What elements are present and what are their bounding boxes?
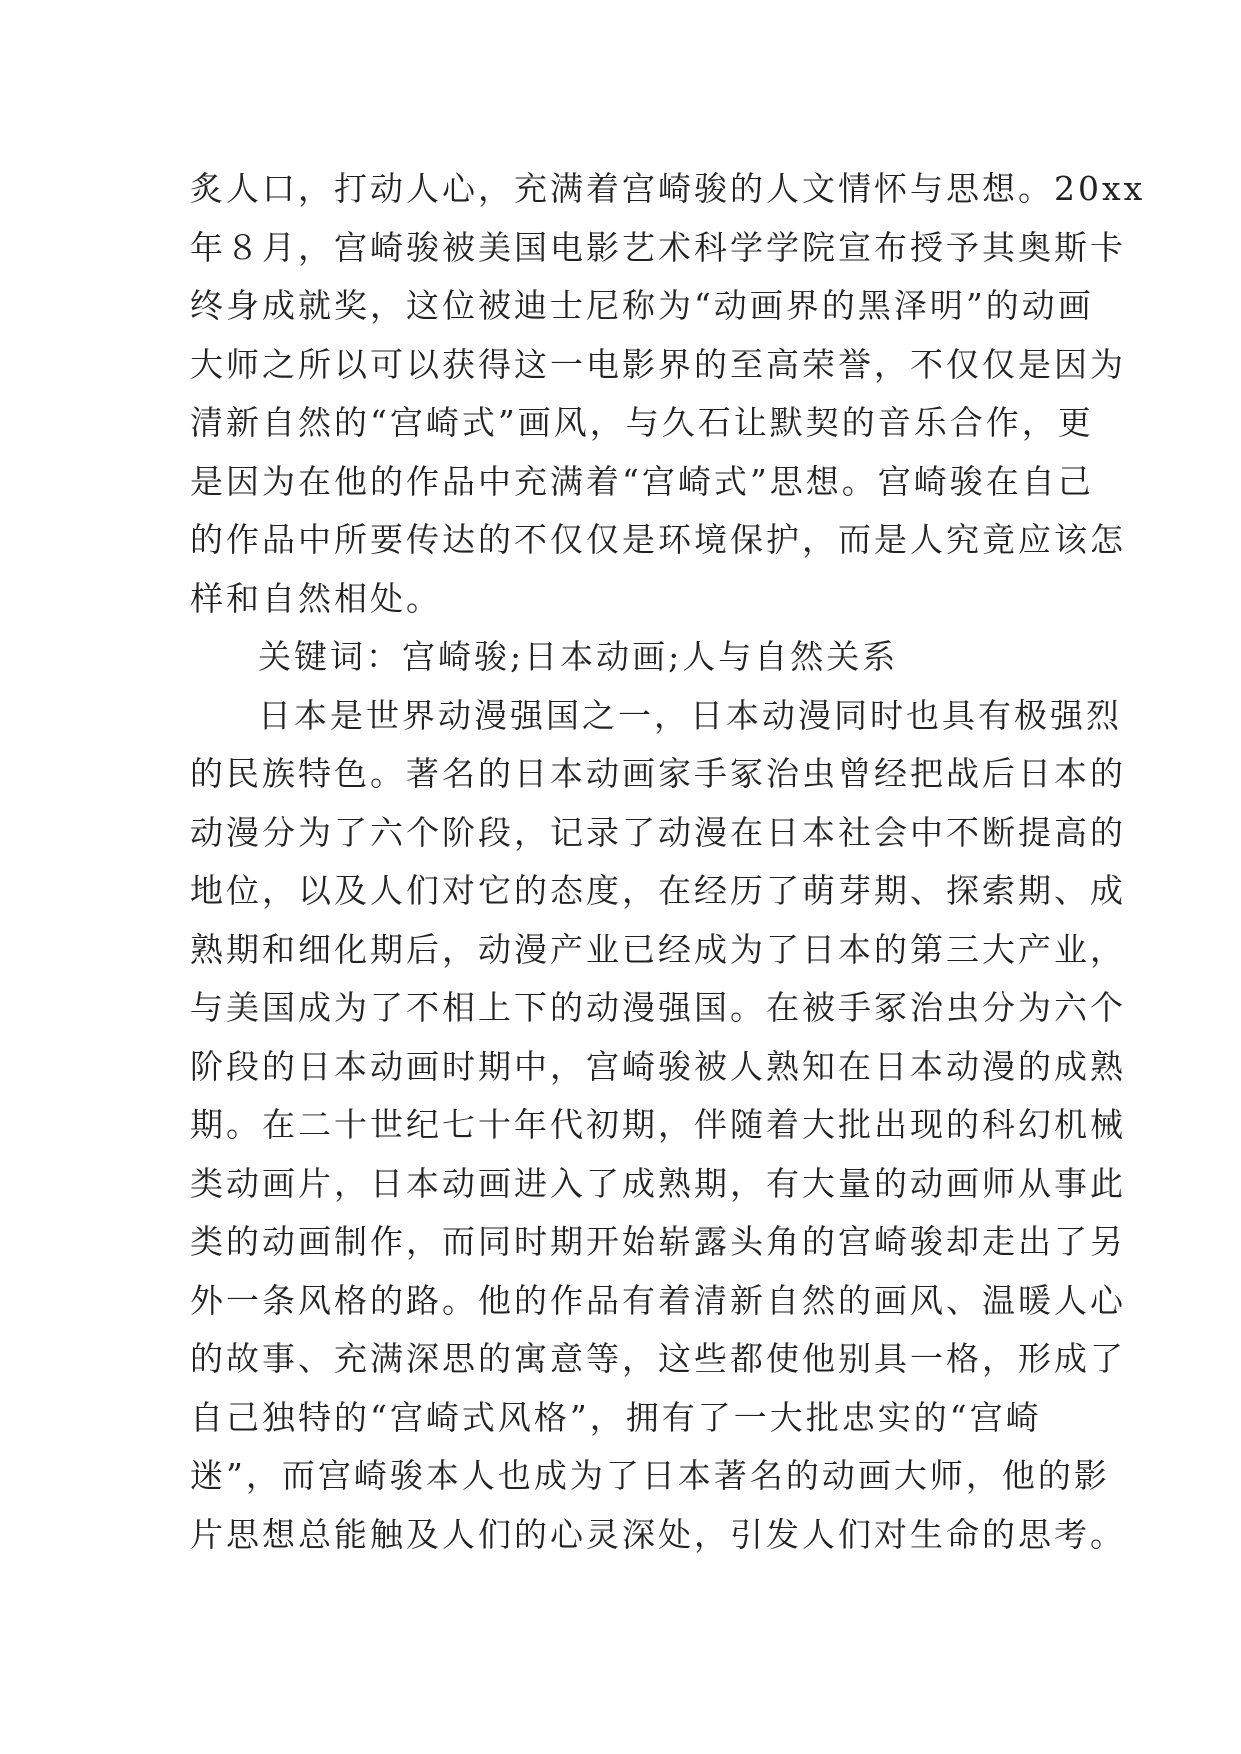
- paragraph-1-line: 终身成就奖，这位被迪士尼称为“动画界的黑泽明”的动画: [190, 286, 1094, 325]
- paragraph-2-line: 与美国成为了不相上下的动漫强国。在被手冢治虫分为六个: [190, 988, 1126, 1027]
- paragraph-1-line: 样和自然相处。: [190, 578, 442, 618]
- paragraph-2-line: 类动画片，日本动画进入了成熟期，有大量的动画师从事此: [190, 1163, 1126, 1203]
- document-body: [190, 160, 1146, 1564]
- paragraph-2-line: 片思想总能触及人们的心灵深处，引发人们对生命的思考。: [190, 1514, 1126, 1554]
- paragraph-1-line: 是因为在他的作品中充满着“宫崎式”思想。宫崎骏在自己: [190, 461, 1094, 501]
- paragraph-2-line: 外一条风格的路。他的作品有着清新自然的画风、温暖人心: [190, 1280, 1126, 1320]
- paragraph-2-line: 日本是世界动漫强国之一，日本动漫同时也具有极强烈: [258, 695, 1122, 735]
- paragraph-2-line: 期。在二十世纪七十年代初期，伴随着大批出现的科幻机械: [190, 1105, 1126, 1144]
- paragraph-2-line: 地位，以及人们对它的态度，在经历了萌芽期、探索期、成: [190, 871, 1126, 910]
- paragraph-1-line: 年８月，宫崎骏被美国电影艺术科学学院宣布授予其奥斯卡: [190, 227, 1126, 267]
- paragraph-2-line: 类的动画制作，而同时期开始崭露头角的宫崎骏却走出了另: [190, 1222, 1126, 1261]
- paragraph-2-line: 阶段的日本动画时期中，宫崎骏被人熟知在日本动漫的成熟: [190, 1046, 1126, 1086]
- paragraph-2-line: 迷”，而宫崎骏本人也成为了日本著名的动画大师，他的影: [190, 1456, 1110, 1495]
- paragraph-1-line: 炙人口，打动人心，充满着宫崎骏的人文情怀与思想。20xx: [190, 169, 1146, 208]
- paragraph-1-line: 大师之所以可以获得这一电影界的至高荣誉，不仅仅是因为: [190, 344, 1126, 384]
- paragraph-2-line: 的民族特色。著名的日本动画家手冢治虫曾经把战后日本的: [190, 754, 1126, 793]
- paragraph-2-line: 的故事、充满深思的寓意等，这些都使他别具一格，形成了: [190, 1339, 1126, 1378]
- paragraph-1-line: 的作品中所要传达的不仅仅是环境保护，而是人究竟应该怎: [190, 520, 1126, 559]
- paragraph-1-line: 清新自然的“宫崎式”画风，与久石让默契的音乐合作，更: [190, 403, 1094, 442]
- paragraph-2-line: 自己独特的“宫崎式风格”，拥有了一大批忠实的“宫崎: [190, 1397, 1042, 1437]
- paragraph-2-line: 动漫分为了六个阶段，记录了动漫在日本社会中不断提高的: [190, 812, 1126, 852]
- keywords-line: 关键词：宫崎骏;日本动画;人与自然关系: [258, 637, 899, 676]
- paragraph-2-line: 熟期和细化期后，动漫产业已经成为了日本的第三大产业，: [190, 929, 1126, 969]
